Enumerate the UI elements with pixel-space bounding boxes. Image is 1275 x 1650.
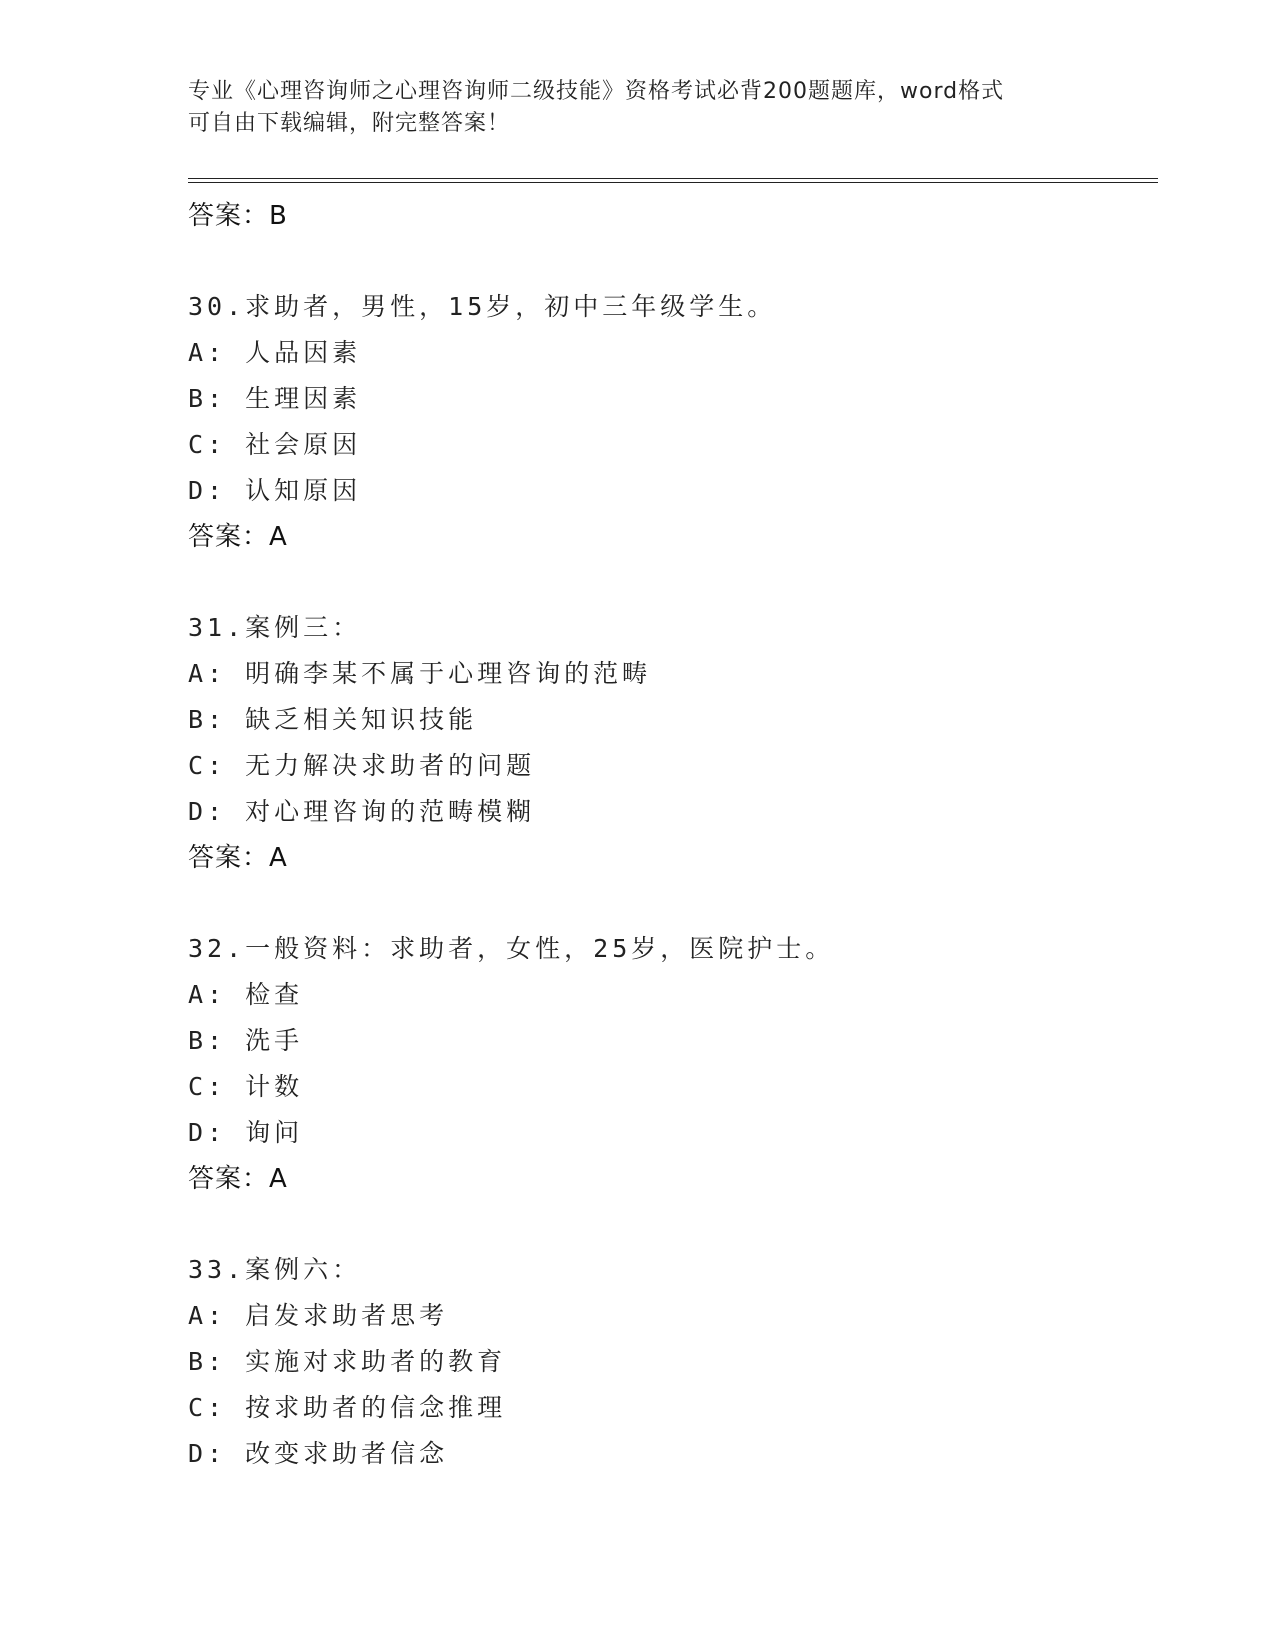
question-32 [188,926,1158,1202]
question-30 [188,284,1158,560]
option-c: C: 计数 [188,1072,304,1101]
option-d: D: 认知原因 [188,476,362,505]
option-d: D: 询问 [188,1118,304,1147]
option-b: B: 实施对求助者的教育 [188,1347,507,1376]
answer-line: 答案：B [188,201,288,231]
option-a: A: 检查 [188,980,304,1009]
option-b: B: 缺乏相关知识技能 [188,705,478,734]
spacer [188,1202,1158,1247]
question-stem: 30.求助者，男性，15岁，初中三年级学生。 [188,292,777,321]
option-c: C: 无力解决求助者的问题 [188,751,536,780]
question-33 [188,1247,1158,1477]
question-stem: 31.案例三： [188,613,362,642]
header-line-1: 专业《心理咨询师之心理咨询师二级技能》资格考试必背200题题库，word格式 [188,79,1005,104]
answer-line: 答案：A [188,1164,288,1194]
question-31 [188,605,1158,881]
document-header [188,76,1088,140]
option-b: B: 洗手 [188,1026,304,1055]
option-c: C: 按求助者的信念推理 [188,1393,507,1422]
question-stem: 33.案例六： [188,1255,362,1284]
option-b: B: 生理因素 [188,384,362,413]
answer-line: 答案：A [188,522,288,552]
option-a: A: 人品因素 [188,338,362,367]
option-c: C: 社会原因 [188,430,362,459]
option-d: D: 对心理咨询的范畴模糊 [188,797,536,826]
header-line-2: 可自由下载编辑，附完整答案！ [188,111,511,136]
question-list [188,193,1158,1477]
answer-line: 答案：A [188,843,288,873]
option-d: D: 改变求助者信念 [188,1439,449,1468]
spacer [188,560,1158,605]
question-stem: 32.一般资料：求助者，女性，25岁，医院护士。 [188,934,835,963]
option-a: A: 明确李某不属于心理咨询的范畴 [188,659,652,688]
spacer [188,881,1158,926]
header-divider [188,178,1158,183]
option-a: A: 启发求助者思考 [188,1301,449,1330]
